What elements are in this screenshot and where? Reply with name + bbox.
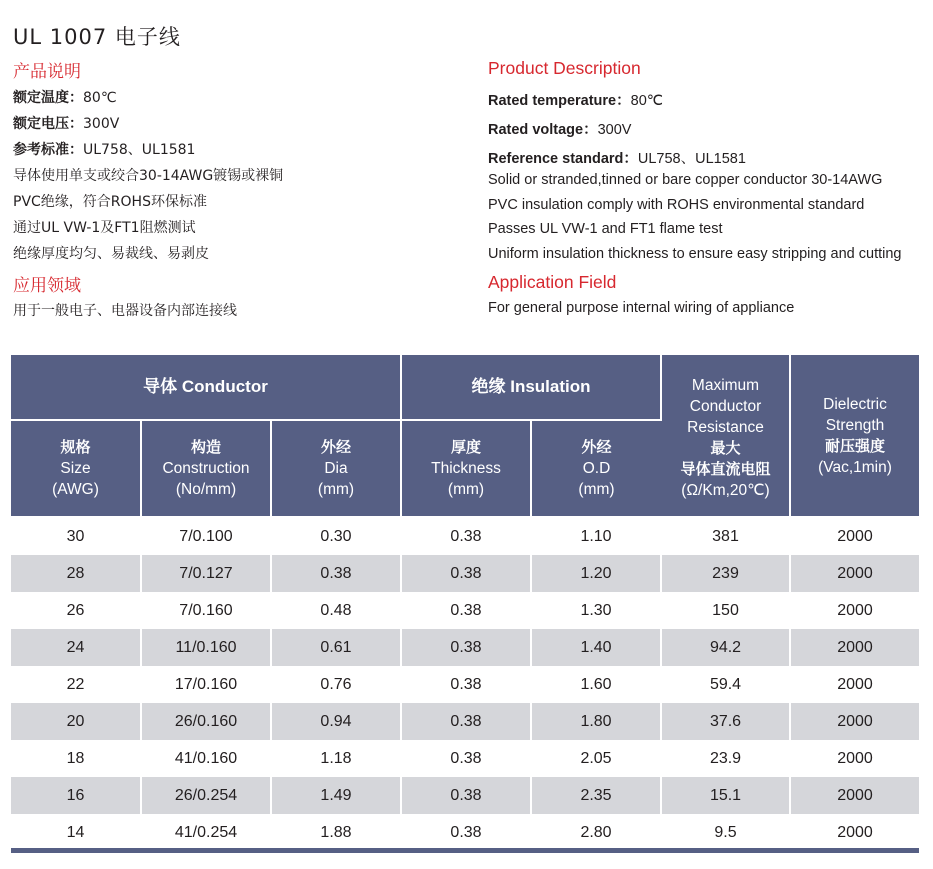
construction-en: Construction [162,460,250,477]
dielectric-unit: (Vac,1min) [818,458,892,476]
thickness-cell: 0.38 [401,666,531,703]
construction-cell: 7/0.127 [141,555,271,592]
rated-temperature-label-en: Rated temperature： [488,93,631,109]
dia-cell: 0.61 [271,629,401,666]
insulation-group-zh: 绝缘 [471,377,506,397]
size-cell: 16 [11,777,141,814]
resistance-cell: 9.5 [661,814,790,851]
thickness-header [401,420,531,517]
conductor-group-zh: 导体 [143,377,178,397]
application-text-en: For general purpose internal wiring of appliance [488,300,795,316]
table-row [11,814,919,851]
dia-cell: 0.94 [271,703,401,740]
feature-en: Passes UL VW-1 and FT1 flame test [488,221,723,237]
conductor-group-en: Conductor [181,377,268,396]
conductor-group-header [11,355,401,420]
feature-en: Solid or stranded,tinned or bare copper conductor 30-14AWG [488,172,883,188]
application-field-heading-en: Application Field [488,272,617,292]
product-description-heading-en: Product Description [488,58,641,78]
resistance-cell: 94.2 [661,629,790,666]
construction-header [141,420,271,517]
table-row [11,629,919,666]
rated-voltage-label-en: Rated voltage： [488,122,598,138]
dia-cell: 0.76 [271,666,401,703]
size-cell: 20 [11,703,141,740]
rated-voltage-value-en: 300V [597,122,632,138]
rated-voltage-en [488,118,631,139]
insulation-group-header [401,355,661,420]
od-cell: 1.60 [531,666,661,703]
od-cell: 2.80 [531,814,661,851]
rated-temperature-en [488,89,663,110]
dielectric-header [790,355,919,517]
resistance-cell: 381 [661,517,790,555]
dielectric-cell: 2000 [837,675,873,693]
reference-standard-value-en: UL758、UL1581 [637,151,746,167]
size-cell: 24 [11,629,141,666]
thickness-cell: 0.38 [401,777,531,814]
rated-temperature-value-cn: 80℃ [83,90,117,106]
construction-cell: 26/0.254 [141,777,271,814]
dielectric-cell: 2000 [790,777,919,814]
feature-cn: 绝缘厚度均匀、易裁线、易剥皮 [13,246,209,262]
dielectric-cell: 2000 [837,823,873,841]
construction-cell: 41/0.160 [141,740,271,777]
resistance-zh-1: 最大 [710,438,741,457]
thickness-cell: 0.38 [401,517,531,555]
rated-temperature-cn [13,87,117,107]
od-zh: 外经 [581,438,612,456]
thickness-zh: 厚度 [450,438,481,456]
reference-standard-cn [13,139,195,159]
reference-standard-label-en: Reference standard： [488,151,638,167]
rated-voltage-value-cn: 300V [83,116,120,132]
thickness-unit: (mm) [447,481,485,498]
application-field-heading-cn: 应用领域 [13,276,81,296]
resistance-cell: 150 [661,592,790,629]
table-row [11,592,919,629]
table-row [11,555,919,592]
feature-cn: 通过UL VW-1及FT1阻燃测试 [13,220,196,236]
rated-voltage-label-cn: 额定电压： [13,116,83,132]
dielectric-en-2: Strength [825,416,885,434]
table-row [11,703,919,740]
od-cell: 2.35 [531,777,661,814]
feature-en: Uniform insulation thickness to ensure easy stripping and cutting [488,246,902,262]
resistance-cell: 59.4 [661,666,790,703]
construction-zh: 构造 [190,438,221,456]
construction-cell: 11/0.160 [141,629,271,666]
construction-cell: 26/0.160 [141,703,271,740]
table-row [11,740,919,777]
table-row [11,517,919,555]
table-bottom-bar [11,848,919,853]
feature-cn: PVC绝缘，符合ROHS环保标准 [13,194,207,210]
feature-en: PVC insulation comply with ROHS environmental standard [488,197,865,213]
od-en: O.D [582,460,611,477]
thickness-en: Thickness [431,460,501,477]
size-cell: 30 [11,517,141,555]
reference-standard-en [488,147,746,168]
od-cell: 1.10 [531,517,661,555]
dielectric-cell: 2000 [790,703,919,740]
spec-table [11,355,919,851]
dielectric-cell: 2000 [837,749,873,767]
dia-cell: 1.88 [271,814,401,851]
thickness-cell: 0.38 [401,814,531,851]
dia-unit: (mm) [317,481,355,498]
dia-en: Dia [324,460,348,477]
thickness-cell: 0.38 [401,703,531,740]
thickness-cell: 0.38 [401,592,531,629]
dielectric-cell: 2000 [790,555,919,592]
table-row [11,777,919,814]
product-description-heading-cn: 产品说明 [13,62,81,82]
resistance-en-3: Resistance [687,418,764,436]
dia-cell: 1.49 [271,777,401,814]
resistance-zh-2: 导体直流电阻 [680,459,771,478]
size-cell: 14 [11,814,141,851]
feature-cn: 导体使用单支或绞合30-14AWG镀锡或裸铜 [13,168,284,184]
od-cell: 1.30 [531,592,661,629]
construction-cell: 17/0.160 [141,666,271,703]
insulation-group-en: Insulation [510,377,591,396]
application-text-cn: 用于一般电子、电器设备内部连接线 [13,303,237,319]
size-zh: 规格 [60,438,91,456]
thickness-cell: 0.38 [401,555,531,592]
dielectric-zh: 耐压强度 [825,436,886,455]
size-unit: (AWG) [52,481,99,498]
rated-temperature-label-cn: 额定温度： [13,90,83,106]
table-row [11,666,919,703]
construction-cell: 7/0.160 [141,592,271,629]
dielectric-en-1: Dielectric [823,395,887,413]
od-unit: (mm) [578,481,615,498]
od-cell: 1.20 [531,555,661,592]
thickness-cell: 0.38 [401,740,531,777]
dia-cell: 0.38 [271,555,401,592]
reference-standard-value-cn: UL758、UL1581 [83,142,196,158]
resistance-cell: 37.6 [661,703,790,740]
resistance-unit: (Ω/Km,20℃) [681,481,770,499]
construction-unit: (No/mm) [175,481,237,498]
od-cell: 1.80 [531,703,661,740]
dia-cell: 0.30 [271,517,401,555]
dielectric-cell: 2000 [790,629,919,666]
od-cell: 2.05 [531,740,661,777]
od-header [531,420,661,517]
page-title: UL 1007 电子线 [13,25,181,49]
construction-cell: 41/0.254 [141,814,271,851]
size-cell: 18 [11,740,141,777]
dielectric-cell: 2000 [837,527,873,545]
thickness-cell: 0.38 [401,629,531,666]
size-cell: 28 [11,555,141,592]
dia-cell: 1.18 [271,740,401,777]
rated-temperature-value-en: 80℃ [630,93,664,109]
size-en: Size [60,460,91,477]
resistance-cell: 23.9 [661,740,790,777]
reference-standard-label-cn: 参考标准： [13,142,83,158]
size-header [11,420,141,517]
resistance-en-1: Maximum [691,376,760,394]
dia-header [271,420,401,517]
resistance-en-2: Conductor [689,397,762,415]
size-cell: 26 [11,592,141,629]
dielectric-cell: 2000 [837,601,873,619]
dia-zh: 外经 [320,438,351,456]
resistance-cell: 15.1 [661,777,790,814]
resistance-header [661,355,790,517]
dia-cell: 0.48 [271,592,401,629]
rated-voltage-cn [13,113,119,133]
resistance-cell: 239 [661,555,790,592]
od-cell: 1.40 [531,629,661,666]
size-cell: 22 [11,666,141,703]
construction-cell: 7/0.100 [141,517,271,555]
